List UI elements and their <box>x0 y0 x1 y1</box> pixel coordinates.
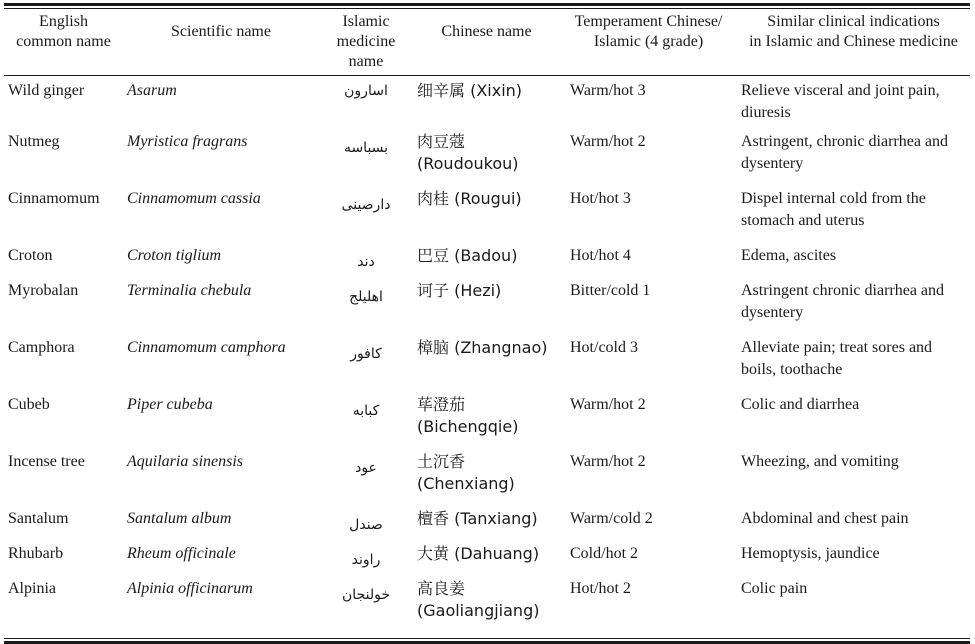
table-row <box>4 508 970 543</box>
cell-chinese: 土沉香 (Chenxiang) <box>417 452 515 493</box>
cell-indication: Astringent, chronic diarrhea and dysentery <box>741 133 949 172</box>
cell-islamic: اسارون <box>344 83 388 99</box>
cell-islamic: کبابه <box>352 403 380 419</box>
header-row <box>4 9 970 75</box>
table-row <box>4 543 970 578</box>
header-english: English common name <box>16 13 111 50</box>
cell-temperament: Warm/hot 3 <box>570 82 646 99</box>
cell-scientific: Cinnamomum cassia <box>127 190 261 207</box>
cell-islamic: دارصینی <box>341 197 391 213</box>
cell-chinese: 诃子 (Hezi) <box>417 281 502 300</box>
cell-islamic: اهلیلج <box>349 289 383 305</box>
cell-islamic: دند <box>357 254 375 270</box>
cell-chinese: 大黄 (Dahuang) <box>417 544 540 563</box>
cell-indication: Edema, ascites <box>741 247 837 264</box>
table-row <box>4 76 970 131</box>
cell-chinese: 荜澄茄 (Bichengqie) <box>417 395 519 436</box>
cell-temperament: Hot/cold 3 <box>570 339 638 356</box>
cell-temperament: Warm/cold 2 <box>570 510 653 527</box>
table-row <box>4 280 970 337</box>
cell-english: Incense tree <box>8 453 85 470</box>
cell-english: Nutmeg <box>8 133 60 150</box>
cell-english: Santalum <box>8 510 69 527</box>
cell-chinese: 肉桂 (Rougui) <box>417 189 522 208</box>
cell-chinese: 细辛属 (Xixin) <box>417 81 523 100</box>
cell-indication: Alleviate pain; treat sores and boils, toothache <box>741 339 933 378</box>
cell-scientific: Rheum officinale <box>127 545 236 562</box>
cell-chinese: 檀香 (Tanxiang) <box>417 509 538 528</box>
table-row <box>4 394 970 451</box>
cell-temperament: Hot/hot 2 <box>570 580 631 597</box>
cell-scientific: Croton tiglium <box>127 247 222 264</box>
cell-scientific: Santalum album <box>127 510 232 527</box>
cell-english: Camphora <box>8 339 75 356</box>
cell-indication: Dispel internal cold from the stomach and uterus <box>741 190 926 229</box>
cell-chinese: 巴豆 (Badou) <box>417 246 518 265</box>
cell-english: Alpinia <box>8 580 56 597</box>
header-temperament: Temperament Chinese/ Islamic (4 grade) <box>574 13 723 50</box>
cell-indication: Colic and diarrhea <box>741 396 860 413</box>
cell-english: Croton <box>8 247 53 264</box>
cell-indication: Wheezing, and vomiting <box>741 453 899 470</box>
cell-islamic: خولنجان <box>342 587 390 603</box>
cell-english: Rhubarb <box>8 545 64 562</box>
cell-scientific: Piper cubeba <box>127 396 213 413</box>
cell-islamic: بسباسه <box>343 140 389 156</box>
table-row <box>4 188 970 245</box>
cell-scientific: Terminalia chebula <box>127 282 252 299</box>
cell-english: Wild ginger <box>8 82 85 99</box>
cell-temperament: Warm/hot 2 <box>570 453 646 470</box>
cell-islamic: راوند <box>351 552 381 568</box>
cell-islamic: کافور <box>350 346 382 362</box>
cell-scientific: Aquilaria sinensis <box>127 453 244 470</box>
cell-indication: Relieve visceral and joint pain, diuresis <box>741 82 940 121</box>
cell-indication: Astringent chronic diarrhea and dysentery <box>741 282 945 321</box>
cell-islamic: صندل <box>349 517 383 533</box>
table-row <box>4 337 970 394</box>
cell-chinese: 樟脑 (Zhangnao) <box>417 338 548 357</box>
header-indications: Similar clinical indications in Islamic and Chinese medicine <box>749 13 958 50</box>
table-row <box>4 451 970 508</box>
cell-chinese: 高良姜 (Gaoliangjiang) <box>417 579 540 620</box>
cell-scientific: Asarum <box>127 82 177 99</box>
cell-indication: Colic pain <box>741 580 808 597</box>
cell-scientific: Alpinia officinarum <box>127 580 253 597</box>
herb-comparison-table <box>4 3 970 644</box>
cell-indication: Hemoptysis, jaundice <box>741 545 880 562</box>
cell-scientific: Myristica fragrans <box>127 133 248 150</box>
table-row <box>4 578 970 635</box>
cell-scientific: Cinnamomum camphora <box>127 339 286 356</box>
header-scientific: Scientific name <box>171 23 271 40</box>
cell-english: Cubeb <box>8 396 50 413</box>
table <box>4 9 970 635</box>
cell-temperament: Cold/hot 2 <box>570 545 639 562</box>
header-chinese: Chinese name <box>441 23 532 40</box>
cell-indication: Abdominal and chest pain <box>741 510 909 527</box>
cell-temperament: Warm/hot 2 <box>570 133 646 150</box>
cell-english: Myrobalan <box>8 282 79 299</box>
cell-temperament: Warm/hot 2 <box>570 396 646 413</box>
header-islamic: Islamic medicine name <box>336 13 396 70</box>
cell-islamic: عود <box>355 460 377 476</box>
table-row <box>4 131 970 188</box>
cell-temperament: Bitter/cold 1 <box>570 282 651 299</box>
cell-temperament: Hot/hot 3 <box>570 190 631 207</box>
cell-temperament: Hot/hot 4 <box>570 247 631 264</box>
table-row <box>4 245 970 280</box>
cell-english: Cinnamomum <box>8 190 100 207</box>
cell-chinese: 肉豆蔻 (Roudoukou) <box>417 132 519 173</box>
